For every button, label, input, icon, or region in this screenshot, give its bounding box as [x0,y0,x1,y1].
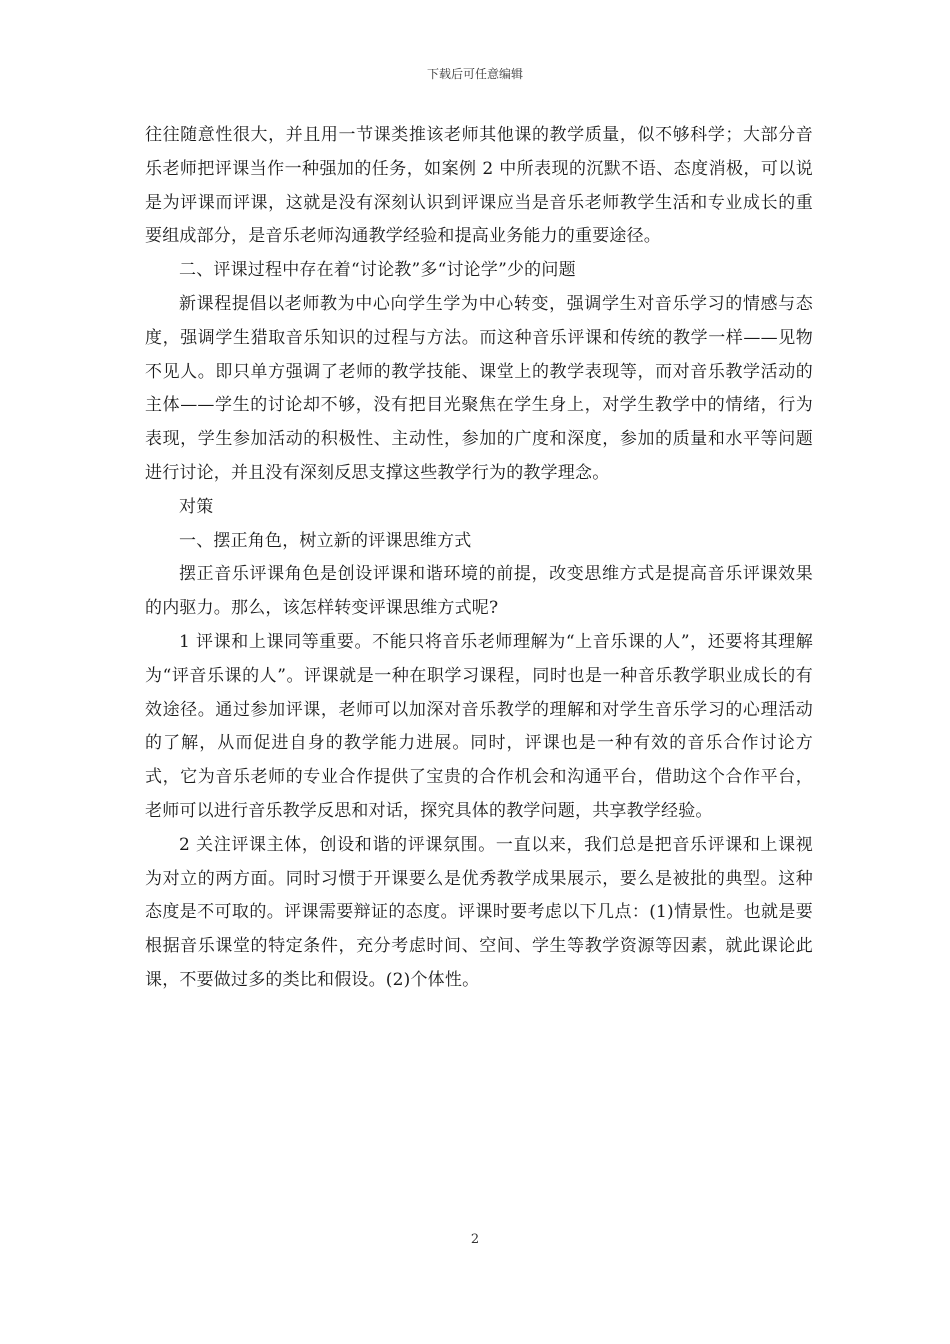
paragraph: 往往随意性很大，并且用一节课类推该老师其他课的教学质量，似不够科学；大部分音乐老师把评课当作一种强加的任务，如案例 2 中所表现的沉默不语、态度消极，可以说是为评课而评课，这就是没有深刻认识到评课应当是音乐老师教学生活和专业成长的重要组成部分，是音乐老师沟通教学经验和提高业务能力的重要途径。 [145,125,813,247]
section-heading: 二、评课过程中存在着“讨论教”多“讨论学”少的问题 [179,260,576,281]
section-heading: 对策 [179,496,214,517]
paragraph: 2 关注评课主体，创设和谐的评课氛围。一直以来，我们总是把音乐评课和上课视为对立的两方面。同时习惯于开课要么是优秀教学成果展示，要么是被批的典型。这种态度是不可取的。评课需要辩证的态度。评课时要考虑以下几点：(1)情景性。也就是要根据音乐课堂的特定条件，充分考虑时间、空间、学生等教学资源等因素，就此课论此课，不要做过多的类比和假设。(2)个体性。 [145,834,813,990]
page-header: 下载后可任意编辑 [426,67,523,81]
paragraph: 摆正音乐评课角色是创设评课和谐环境的前提，改变思维方式是提高音乐评课效果的内驱力。那么，该怎样转变评课思维方式呢? [145,564,813,619]
page-number: 2 [470,1232,480,1247]
section-heading: 一、摆正角色，树立新的评课思维方式 [179,530,472,551]
paragraph: 新课程提倡以老师教为中心向学生学为中心转变，强调学生对音乐学习的情感与态度，强调学生猎取音乐知识的过程与方法。而这种音乐评课和传统的教学一样——见物不见人。即只单方强调了老师的教学技能、课堂上的教学表现等，而对音乐教学活动的主体——学生的讨论却不够，没有把目光聚焦在学生身上，对学生教学中的情绪，行为表现，学生参加活动的积极性、主动性，参加的广度和深度，参加的质量和水平等问题进行讨论，并且没有深刻反思支撑这些教学行为的教学理念。 [145,293,813,483]
paragraph: 1 评课和上课同等重要。不能只将音乐老师理解为“上音乐课的人”，还要将其理解为“评音乐课的人”。评课就是一种在职学习课程，同时也是一种音乐教学职业成长的有效途径。通过参加评课，老师可以加深对音乐教学的理解和对学生音乐学习的心理活动的了解，从而促进自身的教学能力进展。同时，评课也是一种有效的音乐合作讨论方式，它为音乐老师的专业合作提供了宝贵的合作机会和沟通平台，借助这个合作平台，老师可以进行音乐教学反思和对话，探究具体的教学问题，共享教学经验。 [145,631,813,821]
document-body [145,119,813,998]
